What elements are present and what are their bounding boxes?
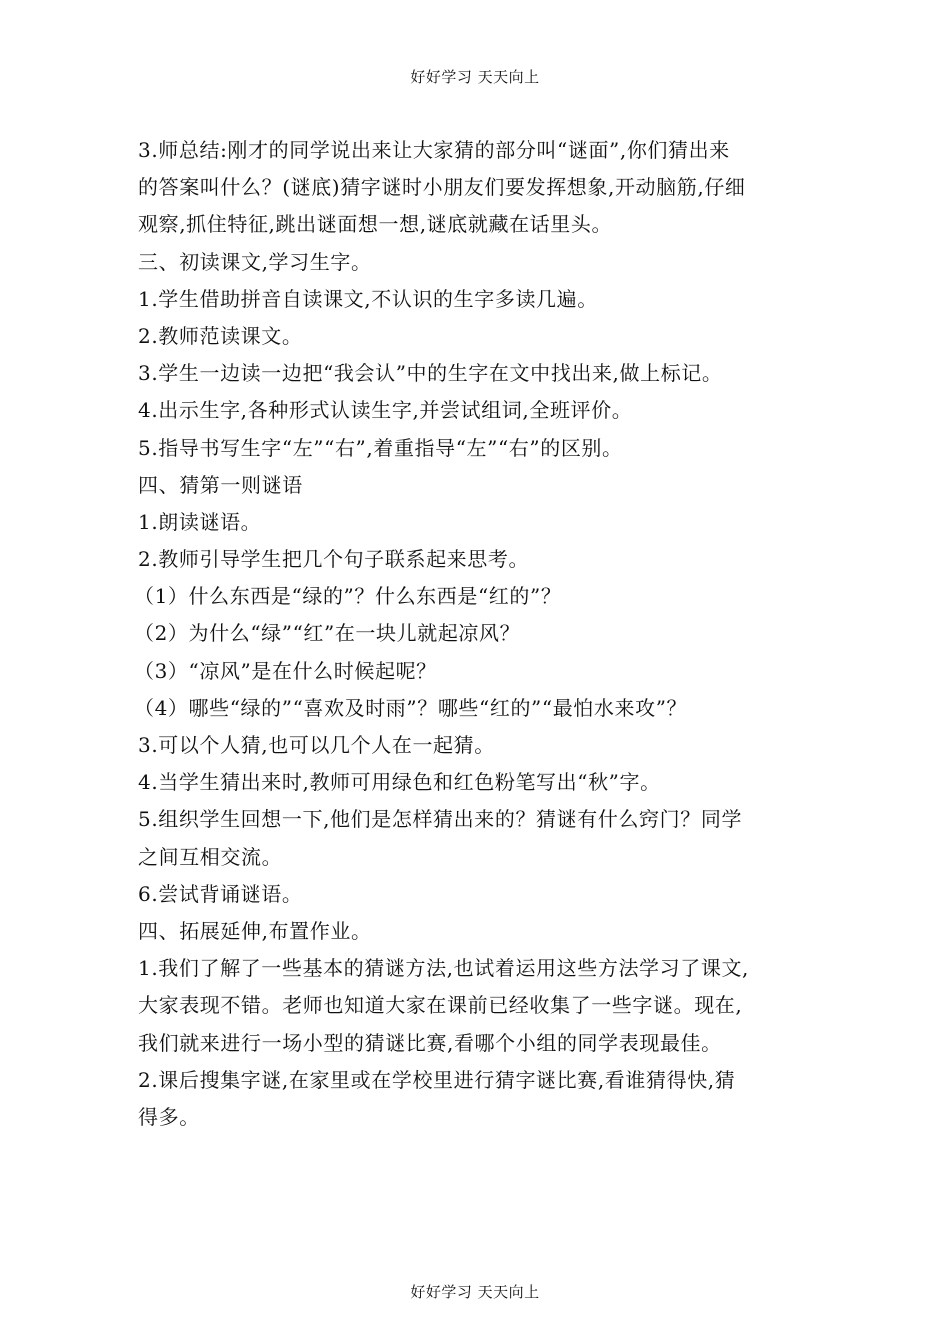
page-footer: 好好学习 天天向上 <box>410 1283 540 1301</box>
sub-item: （3）“凉风”是在什么时候起呢？ <box>134 658 437 683</box>
text-line: 4.当学生猜出来时,教师可用绿色和红色粉笔写出“秋”字。 <box>138 770 661 795</box>
text-line: 6.尝试背诵谜语。 <box>138 881 303 906</box>
document-body <box>134 132 813 1136</box>
text-line: 之间互相交流。 <box>138 844 283 869</box>
text-line: 3.可以个人猜,也可以几个人在一起猜。 <box>138 733 495 757</box>
text-line: 4.出示生字,各种形式认读生字,并尝试组词,全班评价。 <box>138 398 633 423</box>
section-heading: 四、拓展延伸,布置作业。 <box>138 918 372 943</box>
text-line: 大家表现不错。老师也知道大家在课前已经收集了一些字谜。现在, <box>138 993 743 1018</box>
text-line: 1.学生借助拼音自读课文,不认识的生字多读几遍。 <box>138 286 598 311</box>
text-line: 得多。 <box>138 1104 200 1129</box>
sub-item: （2）为什么“绿”“红”在一块儿就起凉风？ <box>134 621 521 646</box>
text-line: 5.指导书写生字“左”“右”,着重指导“左”“右”的区别。 <box>138 435 623 460</box>
text-line: 1.朗读谜语。 <box>138 509 262 534</box>
section-heading: 四、猜第一则谜语 <box>138 472 303 497</box>
sub-item: （1）什么东西是“绿的”？什么东西是“红的”？ <box>134 584 562 609</box>
text-line: 3.师总结:刚才的同学说出来让大家猜的部分叫“谜面”,你们猜出来 <box>138 138 730 162</box>
page-header: 好好学习 天天向上 <box>410 68 540 86</box>
text-line: 2.课后搜集字谜,在家里或在学校里进行猜字谜比赛,看谁猜得快,猜 <box>138 1067 736 1092</box>
text-line: 我们就来进行一场小型的猜谜比赛,看哪个小组的同学表现最佳。 <box>138 1030 722 1055</box>
sub-item: （4）哪些“绿的”“喜欢及时雨”？哪些“红的”“最怕水来攻”？ <box>134 695 688 720</box>
text-line: 3.学生一边读一边把“我会认”中的生字在文中找出来,做上标记。 <box>138 361 723 386</box>
text-line: 观察,抓住特征,跳出谜面想一想,谜底就藏在话里头。 <box>138 212 613 237</box>
text-line: 的答案叫什么？(谜底)猜字谜时小朋友们要发挥想象,开动脑筋,仔细 <box>138 175 746 200</box>
text-line: 2.教师范读课文。 <box>138 323 303 348</box>
text-line: 2.教师引导学生把几个句子联系起来思考。 <box>138 547 530 572</box>
text-line: 1.我们了解了一些基本的猜谜方法,也试着运用这些方法学习了课文, <box>138 956 749 981</box>
text-line: 5.组织学生回想一下,他们是怎样猜出来的？猜谜有什么窍门？同学 <box>138 807 743 832</box>
section-heading: 三、初读课文,学习生字。 <box>138 249 372 274</box>
